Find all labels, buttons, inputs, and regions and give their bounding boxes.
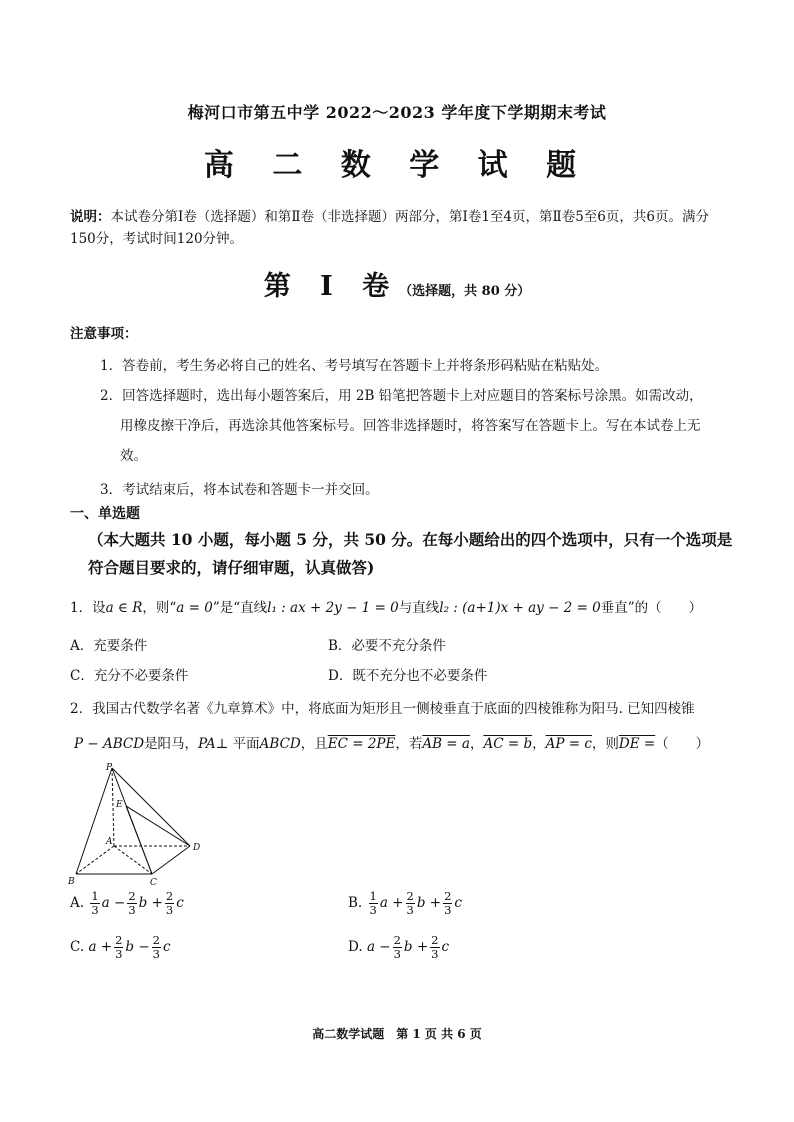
edge-cd xyxy=(152,846,190,874)
fraction: $\frac{1}{3}$ xyxy=(369,889,377,917)
q2-text: （ ） xyxy=(655,736,710,752)
q2-vector: EC = 2PE xyxy=(327,736,396,752)
fraction: $\frac{2}{3}$ xyxy=(393,933,401,961)
volume-heading xyxy=(0,264,794,303)
edge-pd xyxy=(112,768,190,846)
fraction: $\frac{2}{3}$ xyxy=(165,889,174,917)
q2-option-d[interactable] xyxy=(348,934,449,961)
q1-text: 1．设 xyxy=(70,600,106,616)
label-p: P xyxy=(106,763,113,773)
fraction: $\frac{2}{3}$ xyxy=(444,889,452,917)
q1-option-a[interactable]: A．充要条件 xyxy=(70,638,148,654)
edge-ab xyxy=(76,846,114,874)
page-title: 高 二 数 学 试 题 xyxy=(203,148,591,183)
q2-vector: AC = b xyxy=(483,736,533,752)
label-b: B xyxy=(68,877,75,887)
q1-option-b[interactable]: B．必要不充分条件 xyxy=(328,638,446,654)
option-term: c xyxy=(163,939,171,955)
edge-pa xyxy=(112,768,114,846)
q2-math: ABCD xyxy=(259,736,301,752)
fraction: $\frac{2}{3}$ xyxy=(431,933,439,961)
q2-option-a[interactable] xyxy=(70,890,184,917)
q2-vector: AB = a xyxy=(422,736,470,752)
q1-math: a = 0 xyxy=(176,600,213,616)
volume-subtitle: （选择题，共 80 分） xyxy=(399,284,531,299)
instructions-label: 说明： xyxy=(70,209,111,225)
q1-text: 垂直”的（ ） xyxy=(600,600,703,616)
q1-text: ，则“ xyxy=(142,600,177,616)
question-2-stem-line2 xyxy=(74,732,709,752)
q2-text: ，若 xyxy=(395,736,423,752)
segment-ed xyxy=(126,806,190,846)
option-term: a − xyxy=(101,895,126,911)
q2-option-b[interactable] xyxy=(348,890,462,917)
school-exam-line: 梅河口市第五中学 2022～2023 学年度下学期期末考试 xyxy=(187,103,607,122)
section-heading: 一、单选题 xyxy=(70,506,140,522)
fraction: $\frac{2}{3}$ xyxy=(115,933,123,961)
question-1-stem xyxy=(70,596,702,616)
option-term: b − xyxy=(125,939,150,955)
option-label: B. xyxy=(348,895,363,911)
volume-title: 第 Ⅰ 卷 xyxy=(263,271,400,302)
option-term: c xyxy=(176,895,184,911)
q2-vector: AP = c xyxy=(545,736,592,752)
q1-math: a ∈ R xyxy=(105,600,143,616)
notice-item: 用橡皮擦干净后，再选涂其他答案标号。回答非选择题时，将答案写在答题卡上。写在本试卷上无 xyxy=(120,418,701,434)
fraction: $\frac{2}{3}$ xyxy=(128,889,136,917)
q2-vector: DE = xyxy=(618,736,656,752)
q2-text: ，则 xyxy=(591,736,619,752)
q1-math: l₁ : ax + 2y − 1 = 0 xyxy=(267,600,399,616)
instructions-text: 本试卷分第Ⅰ卷（选择题）和第Ⅱ卷（非选择题）两部分，第Ⅰ卷1至4页，第Ⅱ卷5至6页，共6页。满分150分，考试时间120分钟。 xyxy=(70,209,709,247)
notice-item: 1．答卷前，考生务必将自己的姓名、考号填写在答题卡上并将条形码粘贴在粘贴处。 xyxy=(100,358,609,374)
exam-instructions xyxy=(70,206,730,250)
q1-math: l₂ : (a+1)x + ay − 2 = 0 xyxy=(439,600,601,616)
option-term: b + xyxy=(138,895,163,911)
notice-item: 2．回答选择题时，选出每小题答案后，用 2B 铅笔把答题卡上对应题目的答案标号涂黑。如需改动， xyxy=(100,388,703,404)
q2-math: PA xyxy=(198,736,216,752)
label-e: E xyxy=(116,800,123,810)
section-description: （本大题共 10 小题，每小题 5 分，共 50 分。在每小题给出的四个选项中，只有一个选项是符合题目要求的，请仔细审题，认真做答) xyxy=(88,530,733,577)
q1-text: 与直线 xyxy=(398,600,440,616)
label-a: A xyxy=(106,837,113,847)
question-2-stem: 2．我国古代数学名著《九章算术》中，将底面为矩形且一侧棱垂直于底面的四棱锥称为阳马. 已知四棱锥 xyxy=(70,701,695,717)
option-label: D. xyxy=(348,939,363,955)
option-term: b + xyxy=(416,895,442,911)
pyramid-figure xyxy=(66,760,216,888)
q2-option-c[interactable] xyxy=(70,934,171,961)
page-footer: 高二数学试题 第 1 页 共 6 页 xyxy=(312,1027,482,1041)
q2-text: ，且 xyxy=(300,736,328,752)
q1-option-c[interactable]: C．充分不必要条件 xyxy=(70,668,189,684)
label-c: C xyxy=(150,878,157,888)
q2-text: ， xyxy=(532,736,546,752)
q1-text: ”是“直线 xyxy=(212,600,268,616)
q2-text: ⊥ 平面 xyxy=(215,736,260,752)
notice-item: 3．考试结束后，将本试卷和答题卡一并交回。 xyxy=(100,482,379,498)
option-term: c xyxy=(441,939,450,955)
option-label: A. xyxy=(70,895,85,911)
option-term: a + xyxy=(88,939,113,955)
q2-text: 是阳马， xyxy=(144,736,199,752)
option-term: c xyxy=(454,895,462,911)
option-label: C. xyxy=(70,939,85,955)
option-term: a − xyxy=(366,939,391,955)
notice-item: 效。 xyxy=(120,448,147,464)
fraction: $\frac{2}{3}$ xyxy=(152,933,160,961)
q2-math: P − ABCD xyxy=(74,736,145,752)
option-term: a + xyxy=(379,895,404,911)
q1-option-d[interactable]: D．既不充分也不必要条件 xyxy=(328,668,488,684)
fraction: $\frac{1}{3}$ xyxy=(91,889,99,917)
q2-text: ， xyxy=(469,736,484,752)
edge-pb xyxy=(76,768,112,874)
label-d: D xyxy=(193,843,201,853)
fraction: $\frac{2}{3}$ xyxy=(406,889,414,917)
option-term: b + xyxy=(403,939,429,955)
notices-heading: 注意事项： xyxy=(70,326,138,342)
